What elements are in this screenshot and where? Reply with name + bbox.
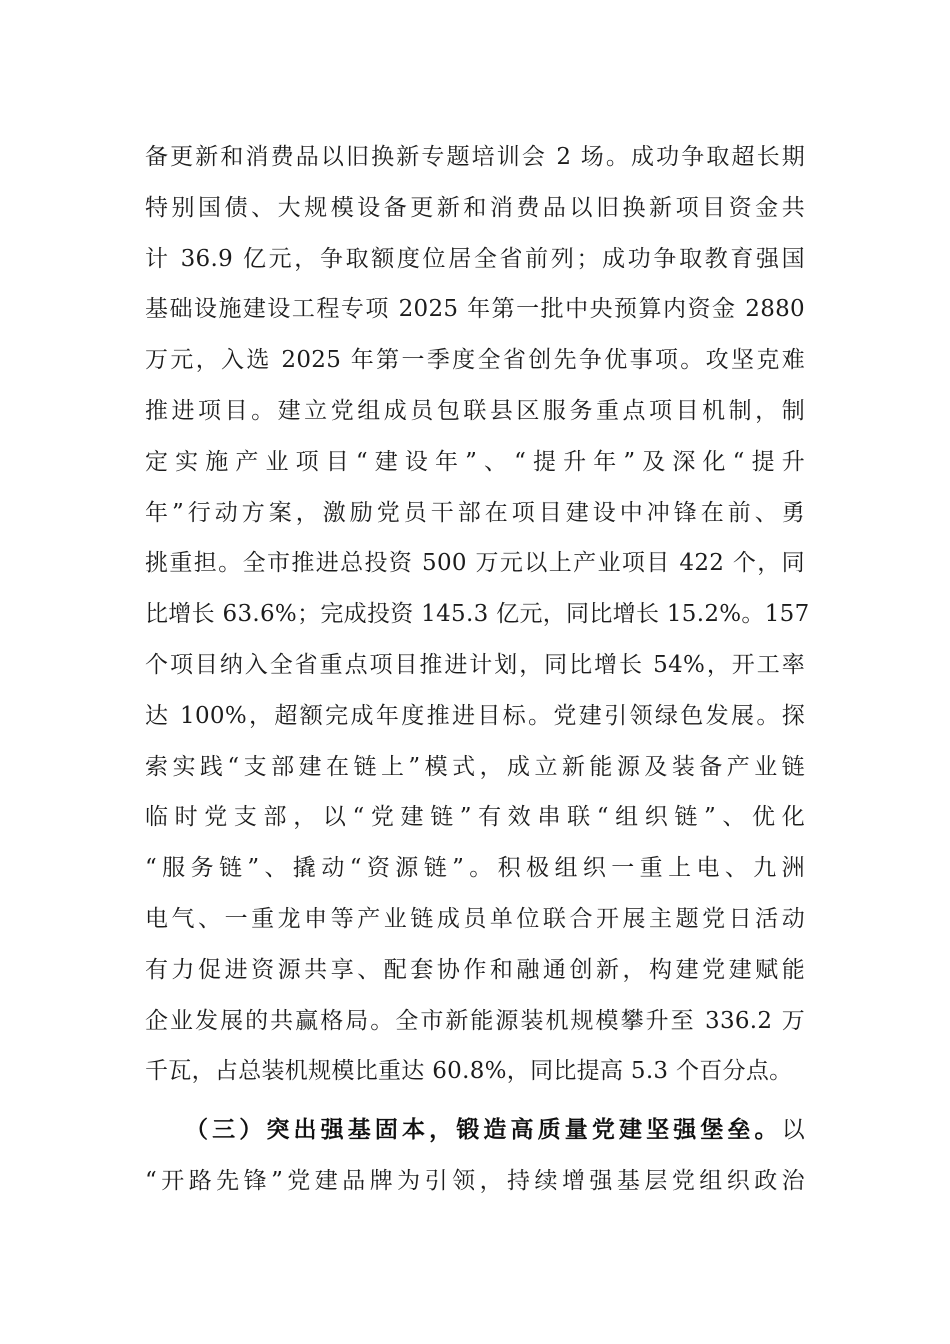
- paragraph-line: 计 36.9 亿元，争取额度位居全省前列；成功争取教育强国: [145, 245, 805, 272]
- paragraph-line: 电气、一重龙申等产业链成员单位联合开展主题党日活动: [145, 905, 805, 932]
- paragraph-line: “服务链”、撬动“资源链”。积极组织一重上电、九洲: [145, 855, 805, 882]
- paragraph-line: 特别国债、大规模设备更新和消费品以旧换新项目资金共: [145, 194, 805, 221]
- paragraph-line: 备更新和消费品以旧换新专题培训会 2 场。成功争取超长期: [145, 144, 805, 170]
- paragraph-line: 索实践“支部建在链上”模式，成立新能源及装备产业链: [145, 753, 805, 780]
- paragraph-line: 推进项目。建立党组成员包联县区服务重点项目机制，制: [145, 397, 805, 424]
- paragraph-gap: [145, 1097, 805, 1105]
- paragraph-line: 个项目纳入全省重点项目推进计划，同比增长 54%，开工率: [145, 651, 805, 678]
- paragraph-line: 基础设施建设工程专项 2025 年第一批中央预算内资金 2880: [145, 296, 805, 323]
- paragraph-line: 有力促进资源共享、配套协作和融通创新，构建党建赋能: [145, 956, 805, 983]
- paragraph-first-line: [145, 1105, 805, 1156]
- paragraph-line: 达 100%，超额完成年度推进目标。党建引领绿色发展。探: [145, 702, 805, 729]
- paragraph-line: 临时党支部，以“党建链”有效串联“组织链”、优化: [145, 804, 805, 831]
- paragraph-line: 年”行动方案，激励党员干部在项目建设中冲锋在前、勇: [145, 499, 805, 526]
- paragraph-1: [145, 132, 810, 1097]
- document-body: [145, 132, 810, 1207]
- paragraph-line: 比增长 63.6%；完成投资 145.3 亿元，同比增长 15.2%。157: [145, 601, 810, 628]
- paragraph-2: [145, 1105, 805, 1207]
- paragraph-line: 挑重担。全市推进总投资 500 万元以上产业项目 422 个，同: [145, 550, 805, 577]
- paragraph-line: 千瓦，占总装机规模比重达 60.8%，同比提高 5.3 个百分点。: [145, 1058, 793, 1085]
- section-heading: （三）突出强基固本，锻造高质量党建坚强堡垒。: [185, 1116, 782, 1144]
- paragraph-line: 定实施产业项目“建设年”、“提升年”及深化“提升: [145, 448, 805, 475]
- heading-continuation: 以: [781, 1117, 805, 1144]
- paragraph-line: “开路先锋”党建品牌为引领，持续增强基层党组织政治: [145, 1167, 805, 1194]
- paragraph-line: 企业发展的共赢格局。全市新能源装机规模攀升至 336.2 万: [145, 1007, 805, 1034]
- paragraph-line: 万元，入选 2025 年第一季度全省创先争优事项。攻坚克难: [145, 347, 805, 374]
